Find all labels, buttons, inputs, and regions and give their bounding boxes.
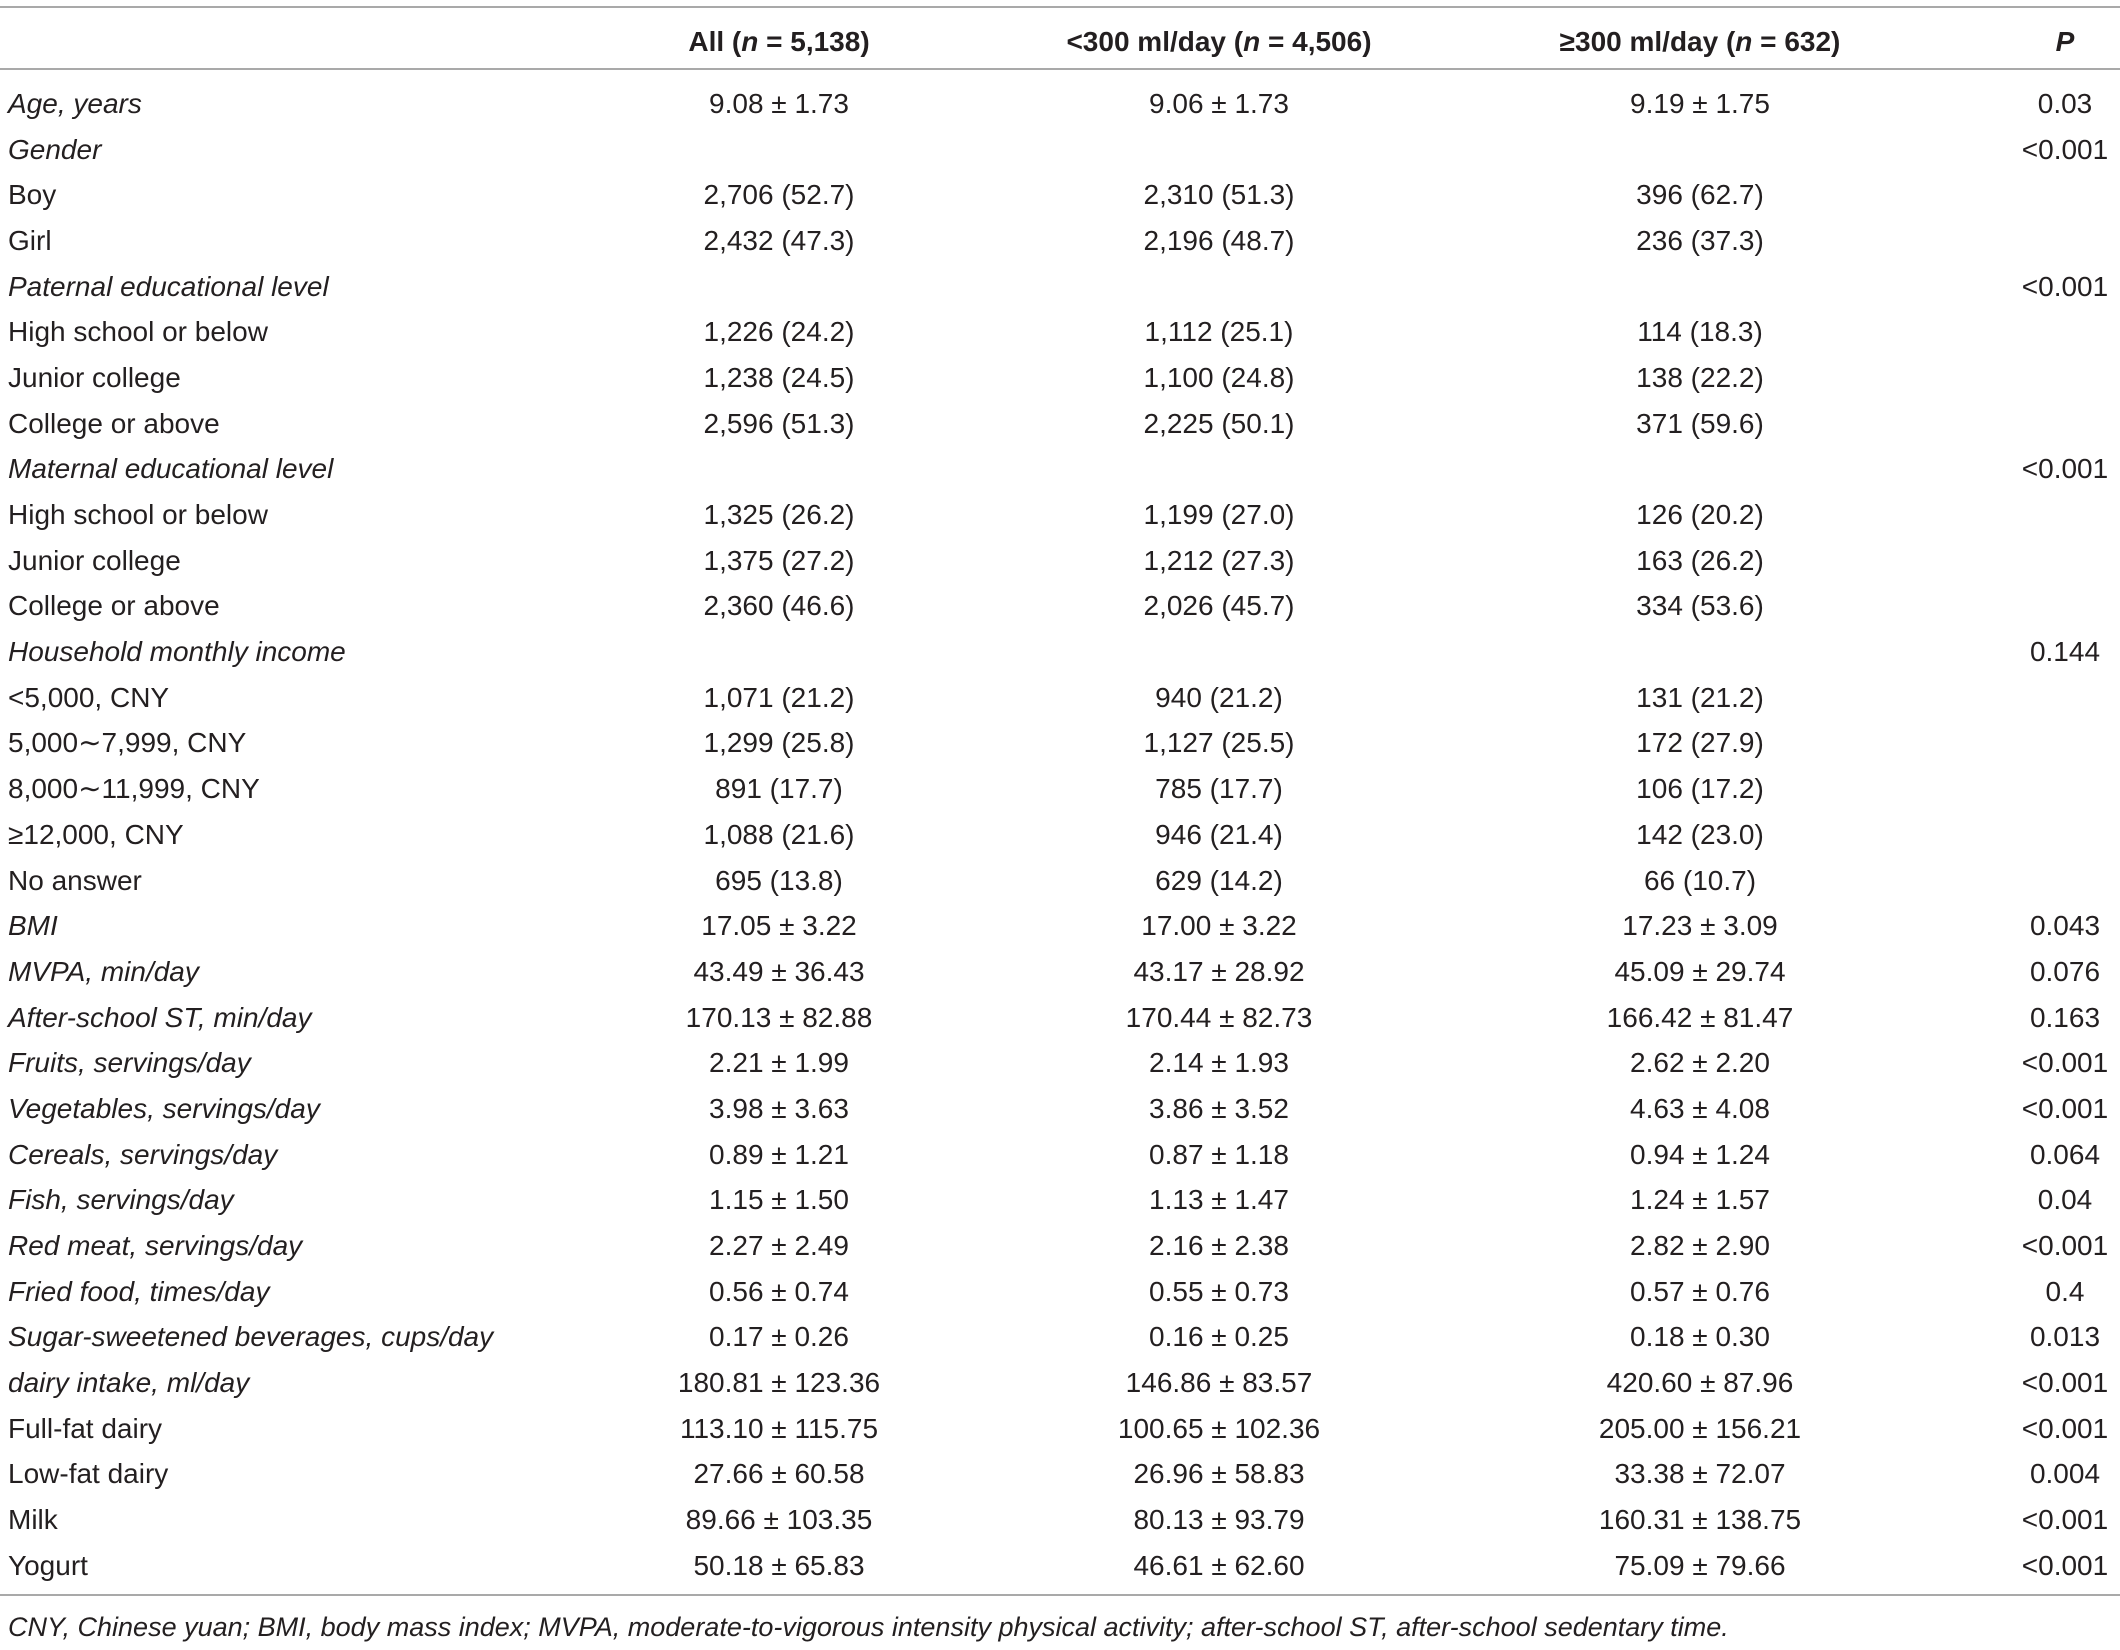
table-row <box>0 127 2120 173</box>
cell-all: 1,088 (21.6) <box>703 818 855 850</box>
row-label: ≥12,000, CNY <box>8 818 184 850</box>
row-label: Girl <box>8 224 52 256</box>
row-label: Fried food, times/day <box>8 1275 270 1307</box>
cell-p: 0.03 <box>2037 87 2093 119</box>
table-row <box>0 172 2120 218</box>
cell-ge300: 334 (53.6) <box>1636 590 1764 622</box>
cell-all: 1.15 ± 1.50 <box>709 1184 849 1216</box>
cell-ge300 <box>1390 629 2010 675</box>
cell-ge300: 45.09 ± 29.74 <box>1614 955 1786 987</box>
table-row <box>0 492 2120 538</box>
header-row <box>0 6 2120 70</box>
row-label: College or above <box>8 407 220 439</box>
cell-all: 1,299 (25.8) <box>703 727 855 759</box>
cell-all: 2.27 ± 2.49 <box>709 1230 849 1262</box>
cell-p: <0.001 <box>2021 453 2109 485</box>
cell-lt300: 629 (14.2) <box>1155 864 1283 896</box>
cell-lt300: 46.61 ± 62.60 <box>1048 1543 1390 1596</box>
cell-p <box>2010 355 2120 401</box>
cell-p <box>2010 721 2120 767</box>
table-footnote: CNY, Chinese yuan; BMI, body mass index; MVPA, moderate-to-vigorous intensity physical activity; after-school ST, after-school sedentary time. <box>8 1612 1729 1642</box>
cell-ge300: 0.18 ± 0.30 <box>1630 1321 1770 1353</box>
cell-p: 0.076 <box>2029 955 2101 987</box>
row-label: Gender <box>8 133 102 165</box>
table-row <box>0 1132 2120 1178</box>
cell-lt300: 43.17 ± 28.92 <box>1133 955 1305 987</box>
cell-ge300 <box>1390 264 2010 310</box>
row-label: Cereals, servings/day <box>8 1138 278 1170</box>
cell-lt300 <box>1048 629 1390 675</box>
cell-all: 2,596 (51.3) <box>703 407 855 439</box>
cell-ge300: 142 (23.0) <box>1636 818 1764 850</box>
header-lt300-n: n <box>1243 26 1261 57</box>
row-label: College or above <box>8 590 220 622</box>
cell-ge300: 75.09 ± 79.66 <box>1390 1543 2010 1596</box>
header-variable <box>0 6 510 70</box>
cell-p: 0.064 <box>2029 1138 2101 1170</box>
header-all-count: = 5,138) <box>758 26 870 57</box>
cell-all: 0.89 ± 1.21 <box>709 1138 849 1170</box>
row-label: Age, years <box>8 87 142 119</box>
cell-lt300: 26.96 ± 58.83 <box>1133 1458 1305 1490</box>
cell-lt300: 2,026 (45.7) <box>1143 590 1295 622</box>
cell-all: 180.81 ± 123.36 <box>677 1367 881 1399</box>
table-row <box>0 629 2120 675</box>
cell-p: 0.013 <box>2029 1321 2101 1353</box>
header-ge300-n: n <box>1735 26 1753 57</box>
row-label: 8,000∼11,999, CNY <box>8 773 260 805</box>
cell-lt300: 1,112 (25.1) <box>1144 316 1294 348</box>
cell-ge300: 2.82 ± 2.90 <box>1630 1230 1770 1262</box>
cell-all: 170.13 ± 82.88 <box>685 1001 873 1033</box>
table-row <box>0 1269 2120 1315</box>
cell-all <box>510 127 1048 173</box>
cell-ge300: 420.60 ± 87.96 <box>1606 1367 1794 1399</box>
row-label: Full-fat dairy <box>8 1412 163 1444</box>
cell-p: <0.001 <box>2021 1412 2109 1444</box>
table-row <box>0 1497 2120 1543</box>
table-row <box>0 766 2120 812</box>
header-lt300-count: = 4,506) <box>1260 26 1372 57</box>
table-row <box>0 1315 2120 1361</box>
row-label: Household monthly income <box>8 636 346 668</box>
table-row <box>0 1223 2120 1269</box>
cell-p: 0.163 <box>2029 1001 2101 1033</box>
cell-all: 1,325 (26.2) <box>703 499 855 531</box>
cell-all: 1,071 (21.2) <box>703 681 855 713</box>
cell-ge300: 1.24 ± 1.57 <box>1630 1184 1770 1216</box>
table-row <box>0 675 2120 721</box>
table-row <box>0 1178 2120 1224</box>
cell-p: 0.043 <box>2029 910 2101 942</box>
cell-lt300: 9.06 ± 1.73 <box>1149 87 1289 119</box>
table-row <box>0 1406 2120 1452</box>
cell-ge300: 163 (26.2) <box>1636 544 1764 576</box>
table-row <box>0 1086 2120 1132</box>
cell-p <box>2010 584 2120 630</box>
header-ge300-count: = 632) <box>1752 26 1841 57</box>
cell-lt300 <box>1048 127 1390 173</box>
cell-ge300: 236 (37.3) <box>1636 224 1764 256</box>
row-label: Junior college <box>8 544 181 576</box>
table-row <box>0 447 2120 493</box>
cell-all: 113.10 ± 115.75 <box>679 1412 879 1444</box>
cell-lt300: 2,225 (50.1) <box>1143 407 1295 439</box>
row-label: Junior college <box>8 361 181 393</box>
cell-all: 2,706 (52.7) <box>703 179 855 211</box>
cell-lt300: 1,199 (27.0) <box>1143 499 1295 531</box>
table-row <box>0 218 2120 264</box>
table-row <box>0 309 2120 355</box>
row-label: Low-fat dairy <box>8 1458 169 1490</box>
cell-p: <0.001 <box>2021 1092 2109 1124</box>
cell-lt300: 940 (21.2) <box>1155 681 1283 713</box>
cell-ge300 <box>1390 127 2010 173</box>
row-label: BMI <box>8 910 58 942</box>
cell-ge300: 66 (10.7) <box>1643 864 1757 896</box>
cell-all: 9.08 ± 1.73 <box>709 87 849 119</box>
cell-lt300: 1.13 ± 1.47 <box>1149 1184 1289 1216</box>
row-label: <5,000, CNY <box>8 681 170 713</box>
cell-all <box>510 264 1048 310</box>
cell-all: 0.17 ± 0.26 <box>709 1321 849 1353</box>
row-label: Paternal educational level <box>8 270 329 302</box>
cell-p: 0.144 <box>2029 636 2101 668</box>
row-label: MVPA, min/day <box>8 955 199 987</box>
header-p <box>2010 6 2120 70</box>
row-label: Vegetables, servings/day <box>8 1092 320 1124</box>
cell-p: 0.4 <box>2045 1275 2085 1307</box>
cell-p <box>2010 858 2120 904</box>
header-all <box>510 6 1048 70</box>
row-label: After-school ST, min/day <box>8 1001 312 1033</box>
row-label: dairy intake, ml/day <box>8 1367 250 1399</box>
cell-ge300: 131 (21.2) <box>1636 681 1764 713</box>
row-label: Sugar-sweetened beverages, cups/day <box>8 1321 494 1353</box>
table-row <box>0 1452 2120 1498</box>
row-label: Boy <box>8 179 57 211</box>
row-label: High school or below <box>8 499 268 531</box>
cell-ge300: 33.38 ± 72.07 <box>1614 1458 1786 1490</box>
cell-all: 1,375 (27.2) <box>703 544 855 576</box>
row-label: Fish, servings/day <box>8 1184 234 1216</box>
row-label: Yogurt <box>0 1543 510 1596</box>
header-ge300-text: ≥300 ml/day ( <box>1559 26 1736 57</box>
table-row <box>0 812 2120 858</box>
row-label: Maternal educational level <box>8 453 334 485</box>
cell-lt300: 0.16 ± 0.25 <box>1149 1321 1289 1353</box>
cell-all: 50.18 ± 65.83 <box>510 1543 1048 1596</box>
data-table <box>0 6 2120 1596</box>
cell-ge300: 172 (27.9) <box>1636 727 1764 759</box>
cell-p: <0.001 <box>2021 1230 2109 1262</box>
cell-lt300: 80.13 ± 93.79 <box>1133 1504 1305 1536</box>
cell-lt300: 2.16 ± 2.38 <box>1149 1230 1289 1262</box>
cell-lt300 <box>1048 264 1390 310</box>
header-lt300 <box>1048 6 1390 70</box>
table-row <box>0 1360 2120 1406</box>
cell-all: 695 (13.8) <box>715 864 843 896</box>
cell-ge300: 0.57 ± 0.76 <box>1630 1275 1770 1307</box>
table-row <box>0 70 2120 127</box>
cell-ge300: 17.23 ± 3.09 <box>1622 910 1778 942</box>
table-row <box>0 949 2120 995</box>
cell-ge300: 0.94 ± 1.24 <box>1630 1138 1770 1170</box>
table-row <box>0 858 2120 904</box>
cell-all: 891 (17.7) <box>715 773 843 805</box>
table-row <box>0 995 2120 1041</box>
cell-lt300: 17.00 ± 3.22 <box>1141 910 1297 942</box>
cell-all: 2.21 ± 1.99 <box>709 1047 849 1079</box>
cell-all: 1,238 (24.5) <box>703 361 855 393</box>
header-lt300-text: <300 ml/day ( <box>1066 26 1244 57</box>
cell-lt300: 2,196 (48.7) <box>1143 224 1295 256</box>
cell-all: 27.66 ± 60.58 <box>693 1458 865 1490</box>
cell-all <box>510 629 1048 675</box>
cell-ge300: 166.42 ± 81.47 <box>1606 1001 1794 1033</box>
cell-lt300: 785 (17.7) <box>1155 773 1283 805</box>
cell-p: <0.001 <box>2021 133 2109 165</box>
table-row <box>0 1040 2120 1086</box>
cell-lt300: 1,212 (27.3) <box>1143 544 1295 576</box>
cell-ge300 <box>1390 447 2010 493</box>
table-row <box>0 264 2120 310</box>
cell-p: <0.001 <box>2021 1367 2109 1399</box>
cell-p: <0.001 <box>2021 1504 2109 1536</box>
cell-all: 1,226 (24.2) <box>703 316 855 348</box>
cell-all: 43.49 ± 36.43 <box>693 955 865 987</box>
row-label: Red meat, servings/day <box>8 1230 303 1262</box>
cell-ge300: 106 (17.2) <box>1636 773 1764 805</box>
cell-lt300: 0.87 ± 1.18 <box>1149 1138 1289 1170</box>
cell-lt300: 100.65 ± 102.36 <box>1117 1412 1321 1444</box>
cell-p <box>2010 492 2120 538</box>
cell-ge300: 2.62 ± 2.20 <box>1630 1047 1770 1079</box>
cell-all: 2,360 (46.6) <box>703 590 855 622</box>
cell-lt300: 2,310 (51.3) <box>1143 179 1295 211</box>
row-label: Milk <box>8 1504 58 1536</box>
row-label: No answer <box>8 864 142 896</box>
cell-ge300: 160.31 ± 138.75 <box>1598 1504 1802 1536</box>
cell-lt300: 2.14 ± 1.93 <box>1149 1047 1289 1079</box>
cell-ge300: 4.63 ± 4.08 <box>1630 1092 1770 1124</box>
cell-all: 2,432 (47.3) <box>703 224 855 256</box>
cell-p <box>2010 538 2120 584</box>
cell-ge300: 9.19 ± 1.75 <box>1630 87 1770 119</box>
cell-ge300: 396 (62.7) <box>1636 179 1764 211</box>
cell-p <box>2010 812 2120 858</box>
row-label: 5,000∼7,999, CNY <box>8 727 247 759</box>
cell-ge300: 138 (22.2) <box>1636 361 1764 393</box>
cell-p <box>2010 309 2120 355</box>
cell-p: 0.04 <box>2037 1184 2093 1216</box>
cell-lt300: 0.55 ± 0.73 <box>1149 1275 1289 1307</box>
cell-ge300: 114 (18.3) <box>1637 316 1763 348</box>
cell-all <box>510 447 1048 493</box>
cell-p <box>2010 766 2120 812</box>
cell-p <box>2010 218 2120 264</box>
cell-all: 3.98 ± 3.63 <box>709 1092 849 1124</box>
header-ge300 <box>1390 6 2010 70</box>
row-label: Fruits, servings/day <box>8 1047 251 1079</box>
table-row <box>0 538 2120 584</box>
cell-lt300: 946 (21.4) <box>1155 818 1283 850</box>
cell-p: <0.001 <box>2021 1047 2109 1079</box>
cell-all: 0.56 ± 0.74 <box>709 1275 849 1307</box>
table-row <box>0 584 2120 630</box>
header-all-n: n <box>741 26 759 57</box>
row-label: High school or below <box>8 316 268 348</box>
cell-lt300: 146.86 ± 83.57 <box>1125 1367 1313 1399</box>
cell-lt300 <box>1048 447 1390 493</box>
cell-lt300: 3.86 ± 3.52 <box>1149 1092 1289 1124</box>
cell-lt300: 1,127 (25.5) <box>1143 727 1295 759</box>
cell-ge300: 205.00 ± 156.21 <box>1598 1412 1802 1444</box>
header-p-label: P <box>2055 26 2075 57</box>
table-row <box>0 355 2120 401</box>
cell-p <box>2010 172 2120 218</box>
cell-p: 0.004 <box>2029 1458 2101 1490</box>
cell-ge300: 126 (20.2) <box>1636 499 1764 531</box>
cell-all: 17.05 ± 3.22 <box>701 910 857 942</box>
cell-lt300: 1,100 (24.8) <box>1143 361 1295 393</box>
table-row <box>0 903 2120 949</box>
header-all-text: All ( <box>688 26 742 57</box>
table-row <box>0 721 2120 767</box>
table-row <box>0 1543 2120 1596</box>
table-row <box>0 401 2120 447</box>
cell-p <box>2010 401 2120 447</box>
cell-p: <0.001 <box>2010 1543 2120 1596</box>
cell-p <box>2010 675 2120 721</box>
cell-ge300: 371 (59.6) <box>1636 407 1764 439</box>
cell-p: <0.001 <box>2021 270 2109 302</box>
cell-all: 89.66 ± 103.35 <box>685 1504 873 1536</box>
cell-lt300: 170.44 ± 82.73 <box>1125 1001 1313 1033</box>
